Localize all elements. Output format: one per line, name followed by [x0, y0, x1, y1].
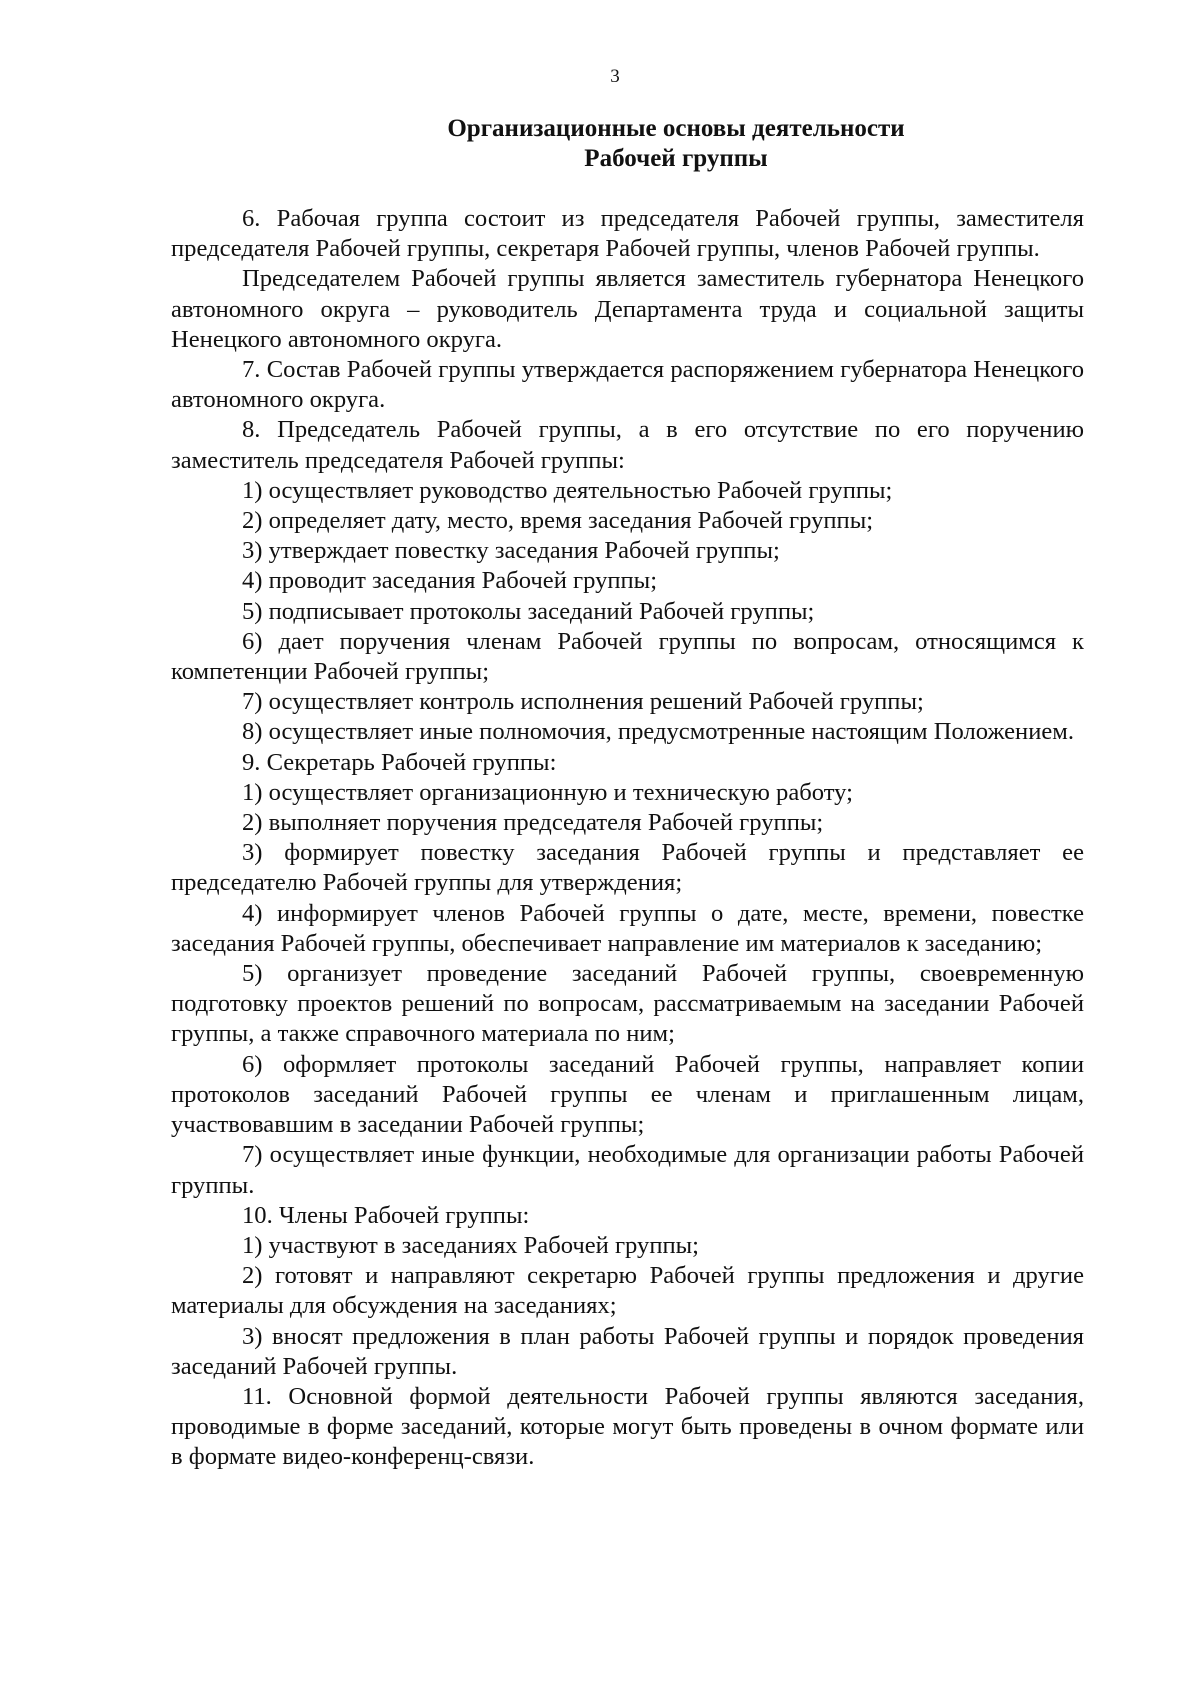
- list-item: 6) дает поручения членам Рабочей группы по вопросам, относящимся к компетенции Рабочей группы;: [171, 627, 1084, 686]
- list-item: 1) осуществляет организационную и техническую работу;: [242, 778, 853, 806]
- list-item: 7) осуществляет контроль исполнения решений Рабочей группы;: [242, 688, 924, 716]
- list-item: 4) информирует членов Рабочей группы о дате, месте, времени, повестке заседания Рабочей группы, обеспечивает направление им материалов к заседанию;: [171, 899, 1084, 957]
- list-item: 1) участвуют в заседаниях Рабочей группы;: [242, 1231, 700, 1259]
- paragraph: 7. Состав Рабочей группы утверждается распоряжением губернатора Ненецкого автономного округа.: [171, 356, 1084, 414]
- list-item: 2) выполняет поручения председателя Рабочей группы;: [242, 809, 824, 837]
- paragraph: 10. Члены Рабочей группы:: [242, 1201, 530, 1229]
- paragraph: Председателем Рабочей группы является заместитель губернатора Ненецкого автономного округа – руководитель Департамента труда и социальной защиты Ненецкого автономного округа.: [171, 265, 1084, 353]
- section-title: [170, 114, 1182, 174]
- list-item: 8) осуществляет иные полномочия, предусмотренные настоящим Положением.: [242, 718, 1074, 746]
- list-item: 2) определяет дату, место, время заседания Рабочей группы;: [242, 507, 874, 535]
- paragraph: 11. Основной формой деятельности Рабочей группы являются заседания, проводимые в форме заседаний, которые могут быть проведены в очном формате или в формате видео-конференц-связи.: [171, 1382, 1084, 1471]
- section-title-line-1: Организационные основы деятельности: [447, 115, 905, 142]
- paragraph: 6. Рабочая группа состоит из председателя Рабочей группы, заместителя председателя Рабочей группы, секретаря Рабочей группы, членов Рабочей группы.: [171, 205, 1084, 263]
- page-number: 3: [610, 66, 620, 87]
- list-item: 3) утверждает повестку заседания Рабочей группы;: [242, 537, 780, 565]
- paragraph: 8. Председатель Рабочей группы, а в его отсутствие по его поручению заместитель председателя Рабочей группы:: [171, 416, 1084, 474]
- list-item: 3) вносят предложения в план работы Рабочей группы и порядок проведения заседаний Рабочей группы.: [171, 1322, 1084, 1380]
- paragraph: 9. Секретарь Рабочей группы:: [242, 748, 557, 776]
- list-item: 1) осуществляет руководство деятельностью Рабочей группы;: [242, 476, 893, 504]
- section-title-line-2: Рабочей группы: [584, 145, 768, 172]
- list-item: 5) организует проведение заседаний Рабочей группы, своевременную подготовку проектов решений по вопросам, рассматриваемым на заседании Рабочей группы, а также справочного материала по ним;: [171, 960, 1084, 1048]
- list-item: 2) готовят и направляют секретарю Рабочей группы предложения и другие материалы для обсуждения на заседаниях;: [171, 1262, 1084, 1320]
- list-item: 5) подписывает протоколы заседаний Рабочей группы;: [242, 597, 815, 625]
- list-item: 6) оформляет протоколы заседаний Рабочей группы, направляет копии протоколов заседаний Рабочей группы ее членам и приглашенным лицам, участвовавшим в заседании Рабочей группы;: [171, 1050, 1084, 1139]
- list-item: 4) проводит заседания Рабочей группы;: [242, 567, 658, 595]
- document-body: [171, 204, 1084, 1473]
- list-item: 3) формирует повестку заседания Рабочей группы и представляет ее председателю Рабочей группы для утверждения;: [171, 839, 1084, 897]
- list-item: 7) осуществляет иные функции, необходимые для организации работы Рабочей группы.: [171, 1141, 1084, 1199]
